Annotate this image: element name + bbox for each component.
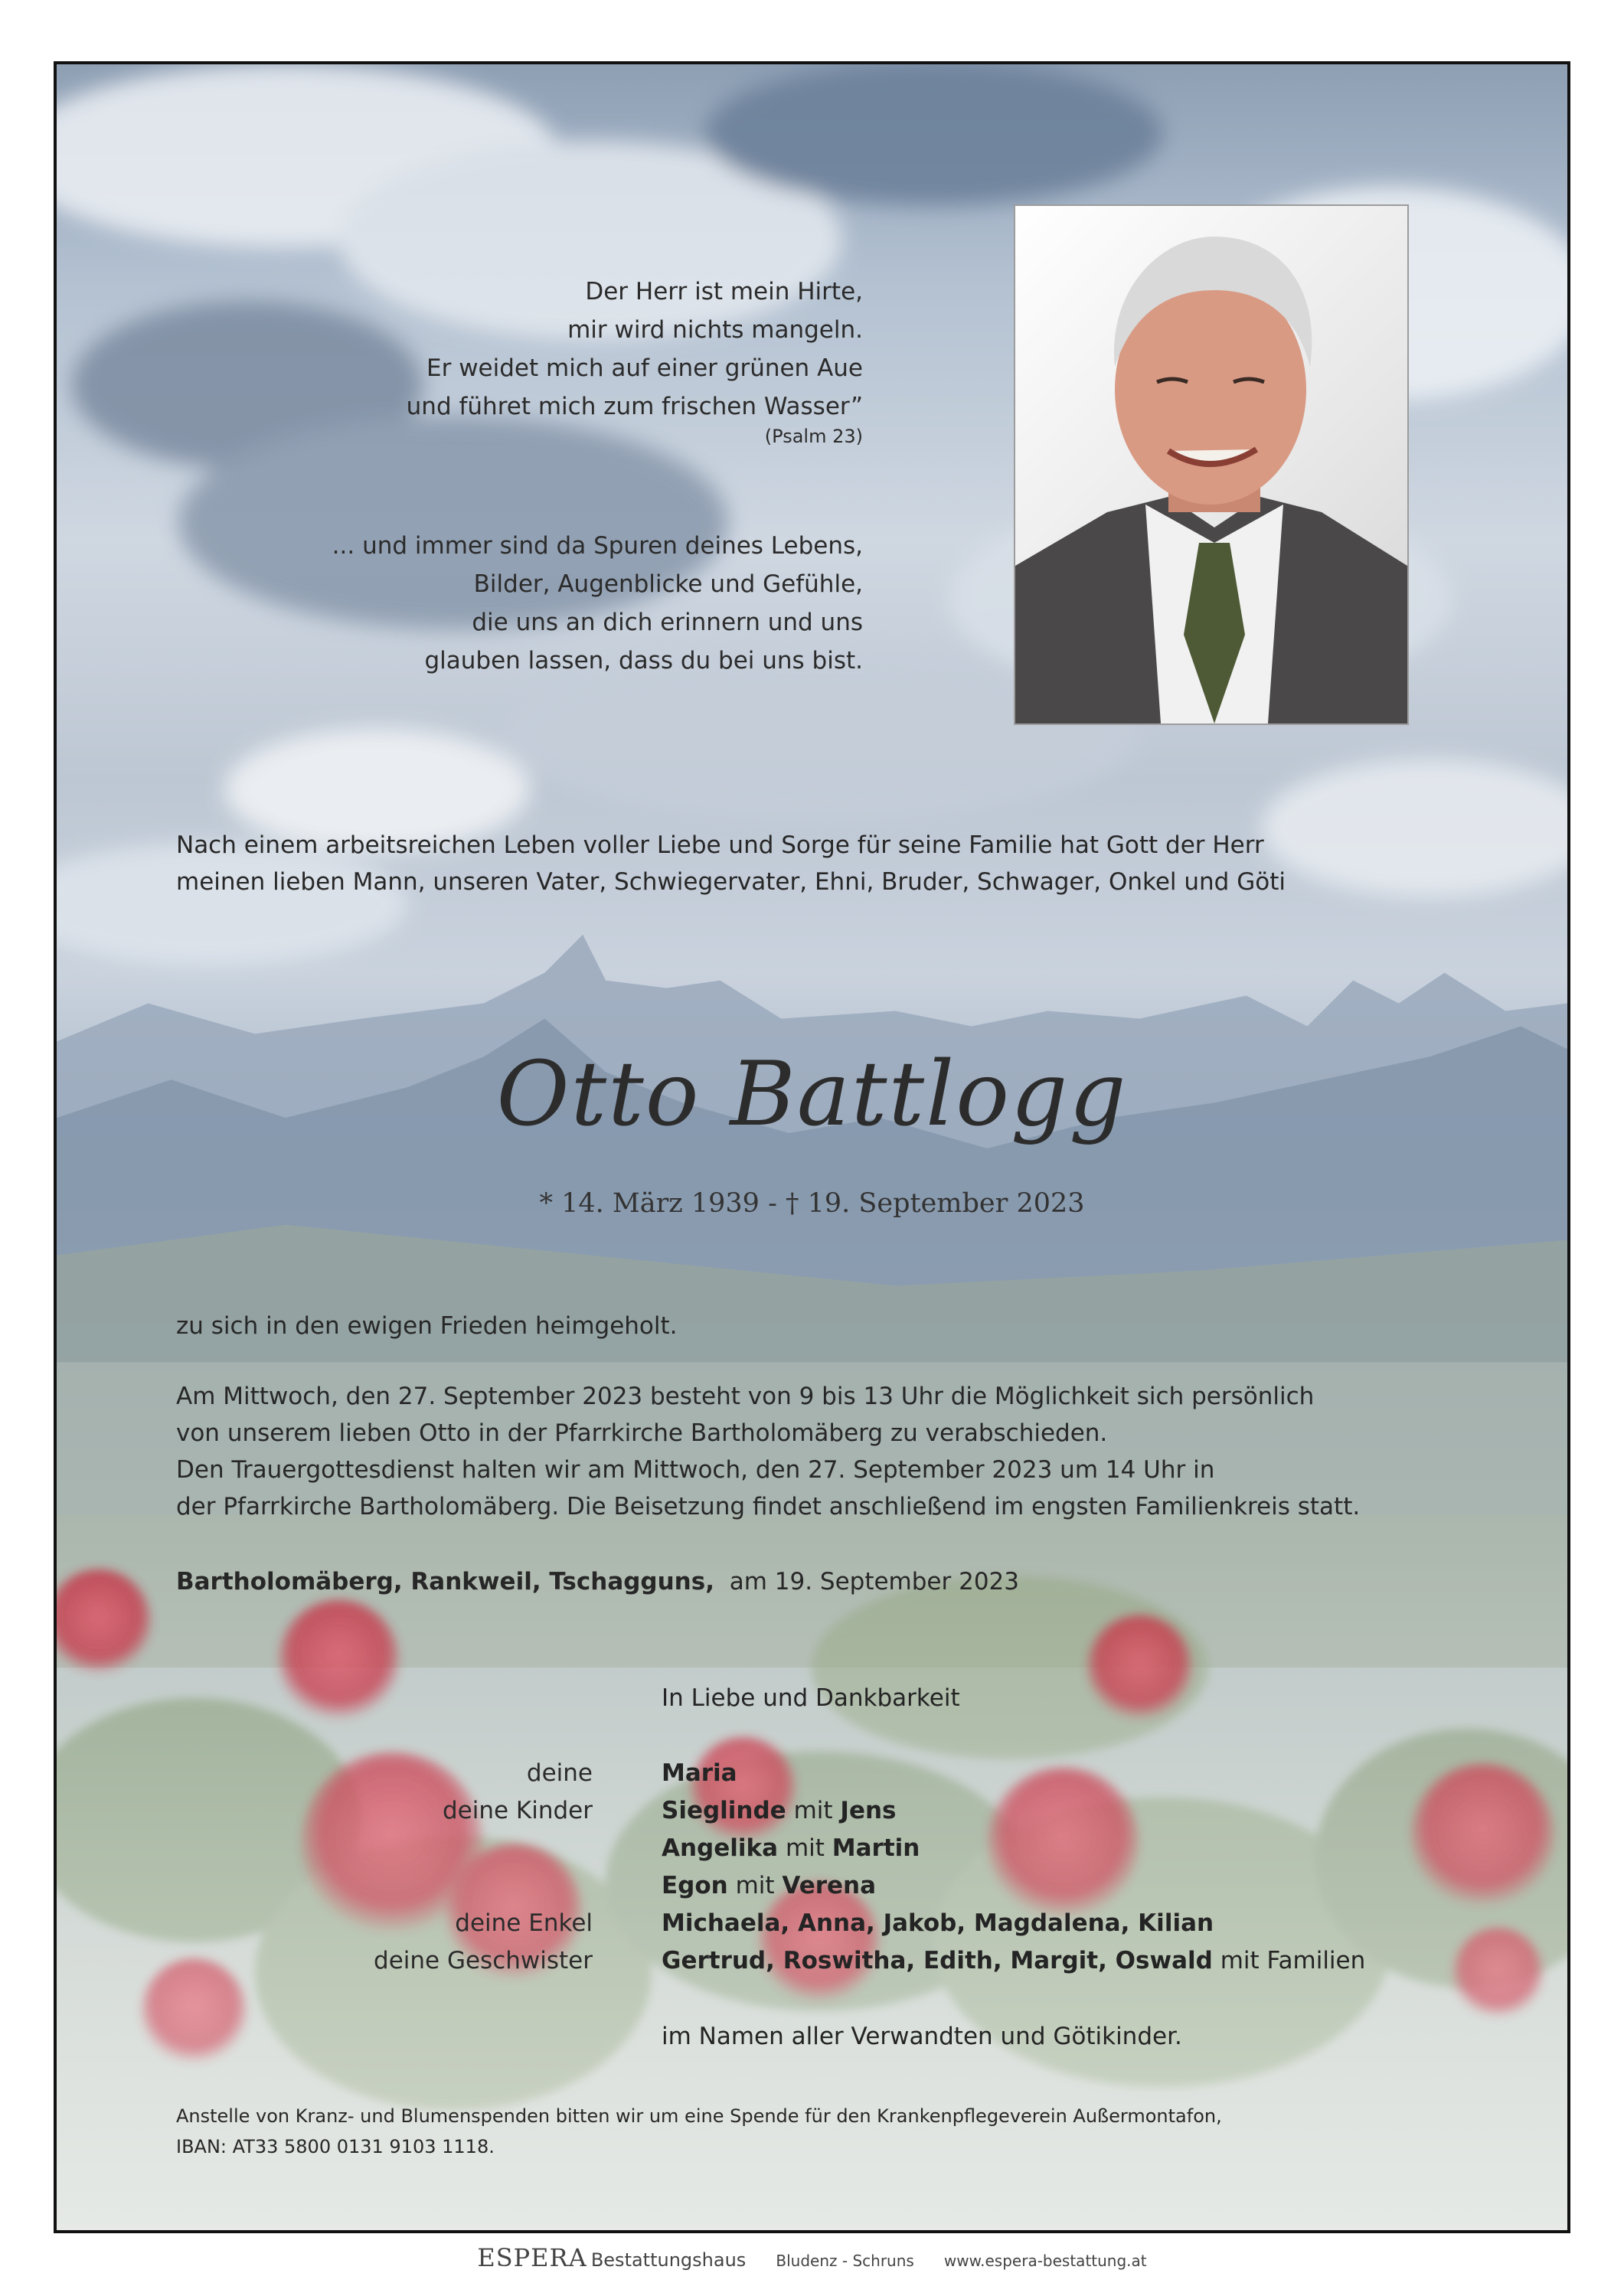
grandchildren-label: deine Enkel	[455, 1909, 593, 1937]
child-name: Angelika	[662, 1834, 779, 1862]
relatives-line: im Namen aller Verwandten und Götikinder.	[662, 2023, 1182, 2050]
service-line-2: von unserem lieben Otto in der Pfarrkirche Bartholomäberg zu verabschieden.	[176, 1419, 1108, 1447]
child-name: Egon	[662, 1872, 728, 1899]
siblings-label: deine Geschwister	[374, 1947, 593, 1974]
child-1	[662, 1797, 897, 1824]
donation-line-1: Anstelle von Kranz- und Blumenspenden bitten wir um eine Spende für den Krankenpflegeverein Außermontafon,	[176, 2105, 1222, 2127]
wife-label: deine	[526, 1759, 593, 1787]
footer-website[interactable]: www.espera-bestattung.at	[943, 2252, 1147, 2270]
footer-brand-sub: Bestattungshaus	[590, 2249, 747, 2271]
service-line-3: Den Trauergottesdienst halten wir am Mittwoch, den 27. September 2023 um 14 Uhr in	[176, 1456, 1215, 1484]
place-date-line	[176, 1568, 1019, 1595]
portrait-illustration	[1015, 206, 1407, 723]
children-label: deine Kinder	[442, 1797, 593, 1824]
footer	[0, 2243, 1624, 2272]
portrait-photo	[1014, 204, 1409, 725]
quote-line-2: Bilder, Augenblicke und Gefühle,	[473, 570, 863, 598]
quote-line-3: die uns an dich erinnern und uns	[472, 609, 863, 636]
grandchildren	[662, 1909, 1214, 1937]
child-partner: Jens	[840, 1797, 897, 1824]
psalm-line-2: mir wird nichts mangeln.	[567, 316, 863, 344]
intro-line-1: Nach einem arbeitsreichen Leben voller Liebe und Sorge für seine Familie hat Gott der Herr	[176, 831, 1264, 859]
quote-line-4: glauben lassen, dass du bei uns bist.	[424, 647, 863, 674]
child-3	[662, 1872, 876, 1899]
child-2	[662, 1834, 920, 1862]
places: Bartholomäberg, Rankweil, Tschagguns,	[176, 1568, 714, 1595]
quote-line-1: ... und immer sind da Spuren deines Lebens,	[332, 532, 863, 560]
place-date: am 19. September 2023	[729, 1568, 1019, 1595]
obituary-card	[54, 61, 1570, 2233]
with-word: mit	[735, 1872, 775, 1899]
psalm-line-1: Der Herr ist mein Hirte,	[585, 278, 863, 305]
mourners-heading: In Liebe und Dankbarkeit	[662, 1684, 960, 1712]
service-line-4: der Pfarrkirche Bartholomäberg. Die Beisetzung findet anschließend im engsten Familienkreis statt.	[176, 1493, 1361, 1520]
heimgeholt-text: zu sich in den ewigen Frieden heimgeholt.	[176, 1312, 678, 1340]
child-partner: Verena	[782, 1872, 877, 1899]
with-word: mit	[785, 1834, 825, 1862]
with-word: mit	[793, 1797, 833, 1824]
deceased-name: Otto Battlogg	[496, 1043, 1128, 1146]
service-line-1: Am Mittwoch, den 27. September 2023 besteht von 9 bis 13 Uhr die Möglichkeit sich persönlich	[176, 1383, 1315, 1410]
child-partner: Martin	[832, 1834, 920, 1862]
siblings-suffix: mit Familien	[1220, 1947, 1366, 1974]
psalm-line-4: und führet mich zum frischen Wasser”	[406, 393, 863, 420]
wife: Maria	[662, 1759, 737, 1787]
grandchildren-names: Michaela, Anna, Jakob, Magdalena, Kilian	[662, 1909, 1214, 1937]
footer-locations: Bludenz - Schruns	[776, 2252, 914, 2270]
life-dates: * 14. März 1939 - † 19. September 2023	[539, 1188, 1085, 1219]
donation-line-2: IBAN: AT33 5800 0131 9103 1118.	[176, 2136, 495, 2157]
psalm-source: (Psalm 23)	[764, 426, 863, 447]
intro-line-2: meinen lieben Mann, unseren Vater, Schwiegervater, Ehni, Bruder, Schwager, Onkel und Göti	[176, 868, 1286, 896]
siblings-names: Gertrud, Roswitha, Edith, Margit, Oswald	[662, 1947, 1213, 1974]
wife-name	[662, 1759, 737, 1787]
siblings	[662, 1947, 1365, 1974]
psalm-line-3: Er weidet mich auf einer grünen Aue	[426, 354, 863, 382]
footer-brand: ESPERA	[477, 2243, 587, 2272]
child-name: Sieglinde	[662, 1797, 786, 1824]
